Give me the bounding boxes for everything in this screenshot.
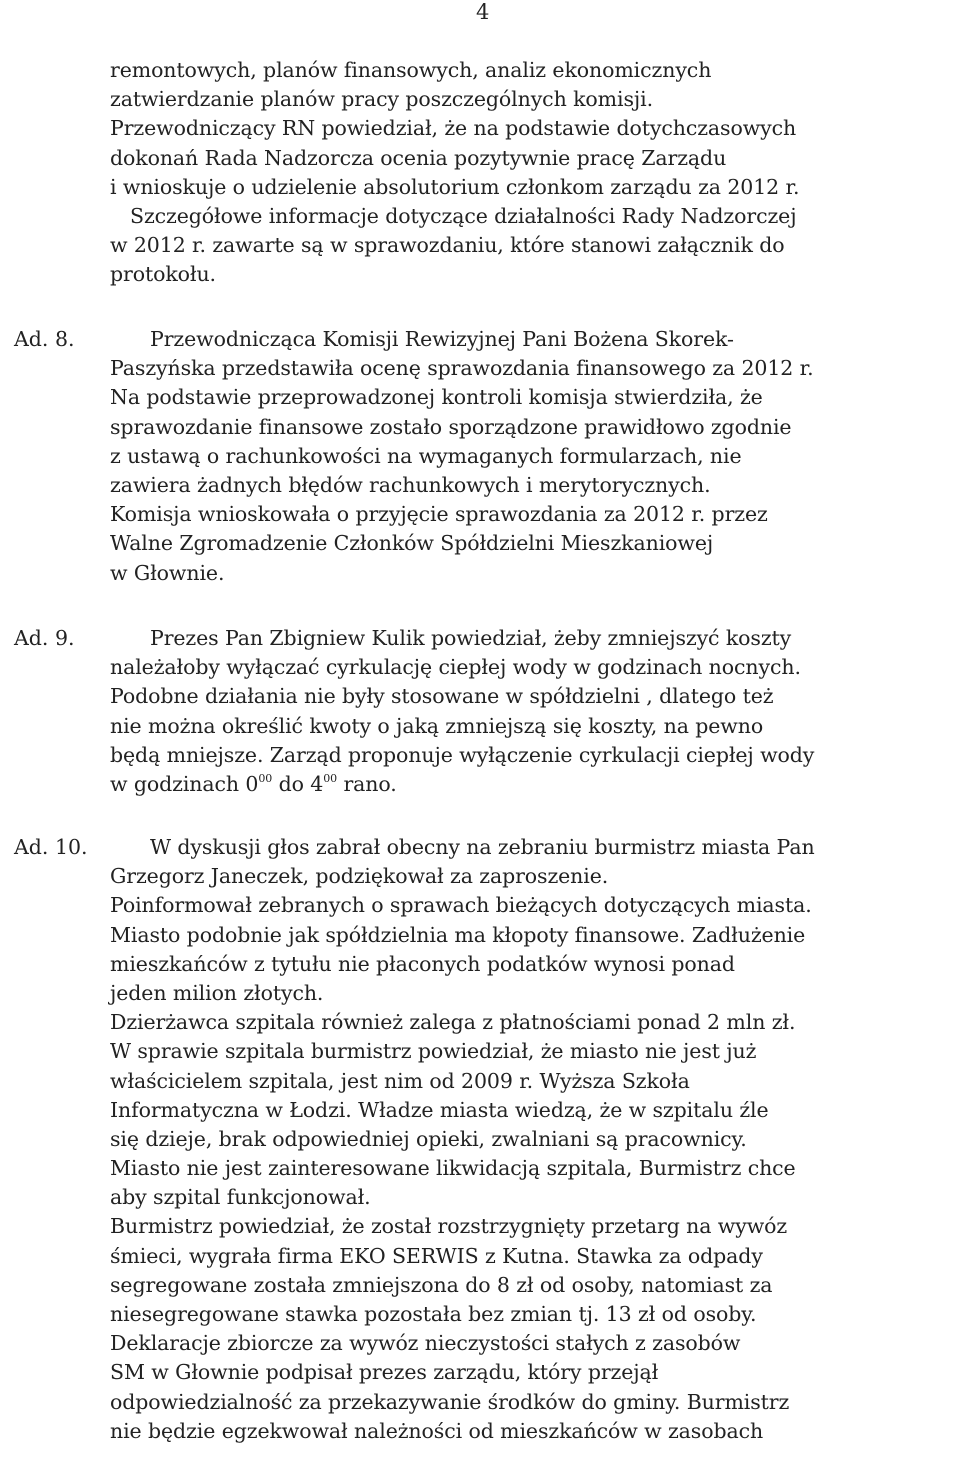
- text-line: i wnioskuje o udzielenie absolutorium członkom zarządu za 2012 r.: [110, 174, 800, 199]
- text-line: aby szpital funkcjonował.: [110, 1185, 371, 1210]
- text-line: Walne Zgromadzenie Członków Spółdzielni Mieszkaniowej: [110, 531, 714, 556]
- agenda-item-label-ad10: Ad. 10.: [14, 835, 88, 859]
- text-line: zatwierdzanie planów pracy poszczególnych komisji.: [110, 87, 653, 112]
- page-number: 4: [476, 0, 490, 24]
- text-line: Paszyńska przedstawiła ocenę sprawozdania finansowego za 2012 r.: [110, 356, 814, 381]
- text-line: nie będzie egzekwował należności od mieszkańców w zasobach: [110, 1418, 764, 1443]
- text-line: się dzieje, brak odpowiedniej opieki, zwalniani są pracownicy.: [110, 1126, 747, 1151]
- text-line: właścicielem szpitala, jest nim od 2009 r. Wyższa Szkoła: [110, 1068, 690, 1093]
- ad9-paragraph: [110, 624, 960, 799]
- text-line: Szczegółowe informacje dotyczące działalności Rady Nadzorczej: [130, 203, 797, 228]
- ad10-paragraph: [110, 833, 960, 1446]
- text-line: W dyskusji głos zabrał obecny na zebraniu burmistrz miasta Pan: [150, 835, 815, 859]
- text-line: Na podstawie przeprowadzonej kontroli komisja stwierdziła, że: [110, 385, 763, 410]
- text-line: Burmistrz powiedział, że został rozstrzygnięty przetarg na wywóz: [110, 1214, 788, 1239]
- text-line: śmieci, wygrała firma EKO SERWIS z Kutna. Stawka za odpady: [110, 1243, 763, 1268]
- text-line: Grzegorz Janeczek, podziękował za zaproszenie.: [110, 864, 609, 889]
- text-line: nie można określić kwoty o jaką zmniejszą się koszty, na pewno: [110, 713, 764, 738]
- text-line: Deklaracje zbiorcze za wywóz nieczystości stałych z zasobów: [110, 1331, 741, 1356]
- text-line: Dzierżawca szpitala również zalega z płatnościami ponad 2 mln zł.: [110, 1010, 796, 1035]
- superscript-minutes: 00: [323, 771, 338, 785]
- time-text: do 4: [272, 771, 324, 796]
- ad8-paragraph: [110, 325, 960, 588]
- text-line: odpowiedzialność za przekazywanie środków do gminy. Burmistrz: [110, 1389, 790, 1414]
- text-line: będą mniejsze. Zarząd proponuje wyłączenie cyrkulacji ciepłej wody: [110, 742, 815, 767]
- text-line: Komisja wnioskowała o przyjęcie sprawozdania za 2012 r. przez: [110, 502, 768, 527]
- text-line: SM w Głownie podpisał prezes zarządu, który przejął: [110, 1360, 659, 1385]
- text-line: Poinformował zebranych o sprawach bieżących dotyczących miasta.: [110, 893, 812, 918]
- text-line: należałoby wyłączać cyrkulację ciepłej wody w godzinach nocnych.: [110, 655, 801, 680]
- text-line: jeden milion złotych.: [110, 980, 324, 1005]
- time-text: rano.: [337, 771, 397, 796]
- text-line: niesegregowane stawka pozostała bez zmian tj. 13 zł od osoby.: [110, 1302, 757, 1326]
- text-line: mieszkańców z tytułu nie płaconych podatków wynosi ponad: [110, 951, 735, 976]
- text-line: Prezes Pan Zbigniew Kulik powiedział, żeby zmniejszyć koszty: [150, 626, 792, 650]
- text-line: Podobne działania nie były stosowane w spółdzielni , dlatego też: [110, 684, 774, 709]
- text-line: sprawozdanie finansowe zostało sporządzone prawidłowo zgodnie: [110, 414, 792, 439]
- text-line: Miasto podobnie jak spółdzielnia ma kłopoty finansowe. Zadłużenie: [110, 922, 806, 947]
- text-line: Przewodniczący RN powiedział, że na podstawie dotychczasowych: [110, 116, 797, 141]
- text-line: z ustawą o rachunkowości na wymaganych formularzach, nie: [110, 443, 742, 468]
- text-line: Miasto nie jest zainteresowane likwidacją szpitala, Burmistrz chce: [110, 1156, 796, 1181]
- text-line: Przewodnicząca Komisji Rewizyjnej Pani Bożena Skorek-: [150, 327, 734, 351]
- text-line: protokołu.: [110, 262, 216, 287]
- text-line: W sprawie szpitala burmistrz powiedział, że miasto nie jest już: [110, 1039, 757, 1064]
- text-line: zawiera żadnych błędów rachunkowych i merytorycznych.: [110, 472, 711, 497]
- agenda-item-label-ad9: Ad. 9.: [14, 626, 75, 650]
- text-line-with-superscripts: [110, 770, 960, 799]
- superscript-minutes: 00: [258, 771, 273, 785]
- text-line: remontowych, planów finansowych, analiz ekonomicznych: [110, 58, 712, 82]
- intro-paragraph: [110, 56, 960, 290]
- text-line: Informatyczna w Łodzi. Władze miasta wiedzą, że w szpitalu źle: [110, 1097, 769, 1122]
- text-line: w Głownie.: [110, 560, 225, 585]
- text-line: segregowane została zmniejszona do 8 zł od osoby, natomiast za: [110, 1272, 773, 1297]
- time-text: w godzinach 0: [110, 771, 259, 796]
- text-line: dokonań Rada Nadzorcza ocenia pozytywnie pracę Zarządu: [110, 145, 727, 170]
- text-line: w 2012 r. zawarte są w sprawozdaniu, które stanowi załącznik do: [110, 233, 785, 258]
- agenda-item-label-ad8: Ad. 8.: [14, 327, 75, 351]
